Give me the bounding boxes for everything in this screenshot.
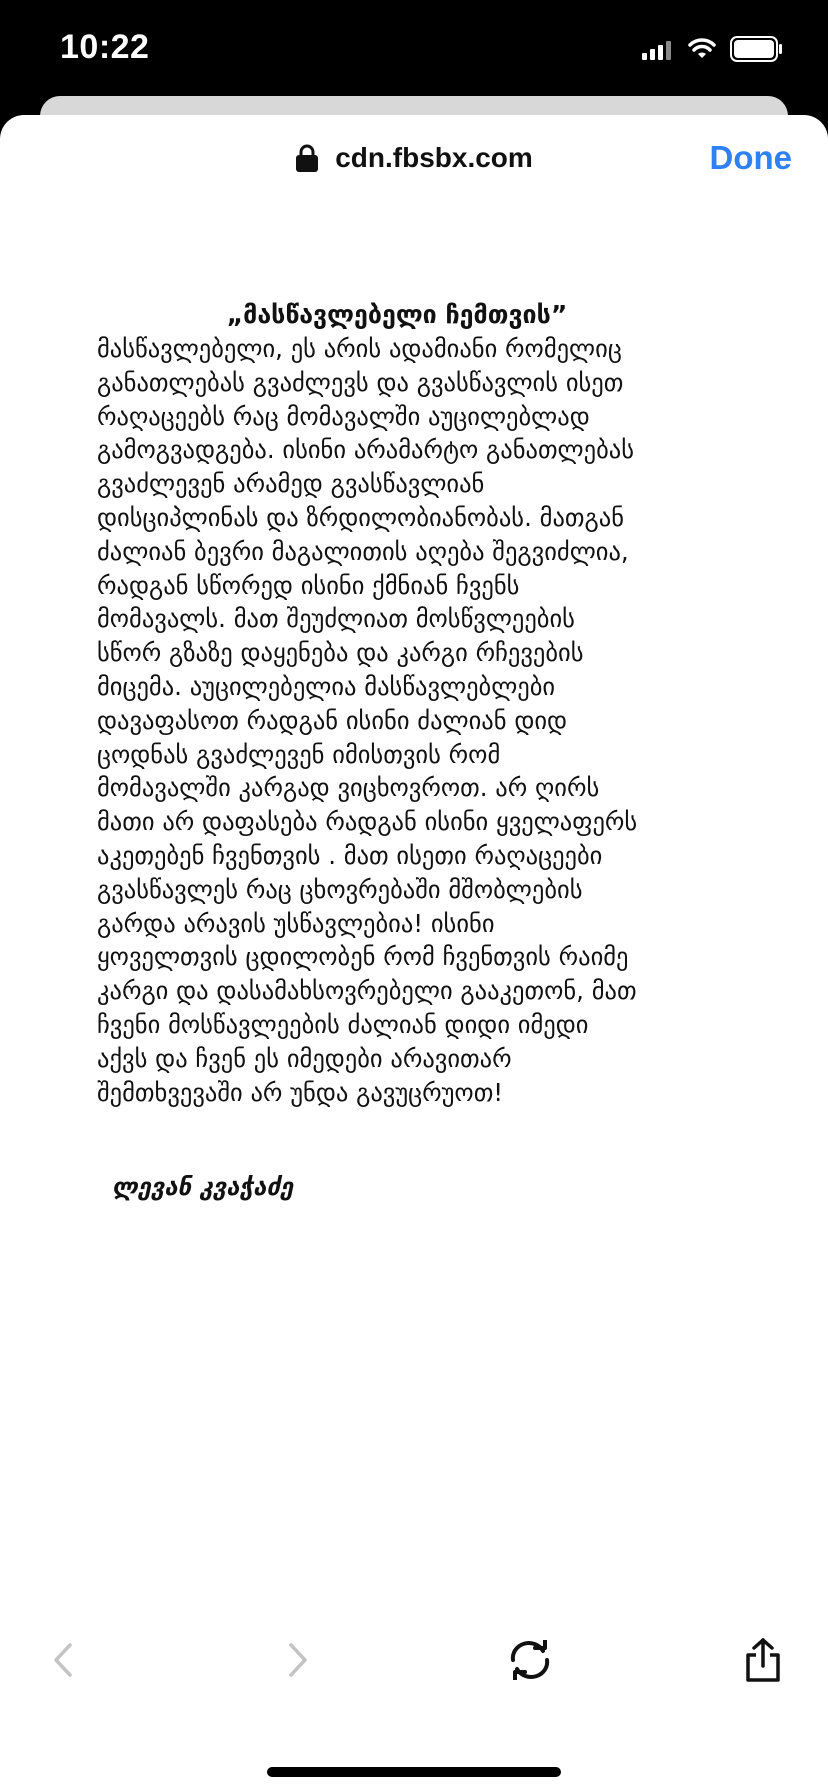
body-line: მასწავლებელი, ეს არის ადამიანი რომელიც: [97, 334, 622, 363]
back-icon: [52, 1642, 74, 1678]
signal-icon: [642, 40, 672, 60]
body-line: განათლებას გვაძლევს და გვასწავლის ისეთ: [97, 367, 624, 397]
refresh-icon: [507, 1640, 553, 1680]
body-line: მათი არ დაფასება რადგან ისინი ყველაფერს: [97, 807, 638, 837]
forward-icon: [287, 1642, 309, 1678]
body-line: ყოველთვის ცდილობენ რომ ჩვენთვის რაიმე: [97, 942, 629, 972]
body-line: რადგან სწორედ ისინი ქმნიან ჩვენს: [97, 570, 520, 600]
document-body: [97, 332, 737, 1109]
body-line: რაღაცეებს რაც მომავალში აუცილებლად: [97, 401, 590, 431]
body-line: მომავალს. მათ შეუძლიათ მოსწვლეების: [97, 604, 575, 634]
body-line: შემთხვევაში არ უნდა გავუცრუოთ!: [97, 1077, 504, 1107]
body-line: დავაფასოთ რადგან ისინი ძალიან დიდ: [97, 705, 568, 735]
body-line: გვასწავლეს რაც ცხოვრებაში მშობლების: [97, 874, 583, 904]
back-button[interactable]: [28, 1625, 98, 1695]
status-time: 10:22: [60, 28, 150, 66]
url-bar: [0, 115, 828, 205]
document-content: [97, 298, 737, 1109]
body-line: მომავალში კარგად ვიცხოვროთ. არ ღირს: [97, 773, 600, 803]
refresh-button[interactable]: [495, 1625, 565, 1695]
lock-icon: [295, 143, 319, 173]
body-line: სწორ გზაზე დაყენება და კარგი რჩევების: [97, 638, 584, 668]
url-text: cdn.fbsbx.com: [335, 142, 533, 173]
body-line: დისციპლინას და ზრდილობიანობას. მათგან: [97, 502, 625, 532]
body-line: აკეთებენ ჩვენთვის . მათ ისეთი რაღაცეები: [97, 840, 603, 870]
body-line: გარდა არავის უსწავლებია! ისინი: [97, 908, 495, 938]
browser-sheet: [0, 115, 828, 1792]
body-line: ცოდნას გვაძლევენ იმისთვის რომ: [97, 739, 501, 769]
document-title: „მასწავლებელი ჩემთვის”: [226, 300, 568, 329]
battery-icon: [730, 36, 784, 62]
body-line: მიცემა. აუცილებელია მასწავლებლები: [97, 671, 556, 701]
forward-button[interactable]: [263, 1625, 333, 1695]
body-line: ჩვენი მოსწავლეების ძალიან დიდი იმედი: [97, 1009, 589, 1039]
body-line: კარგი და დასამახსოვრებელი გააკეთონ, მათ: [97, 976, 637, 1006]
home-indicator[interactable]: [267, 1767, 561, 1777]
share-button[interactable]: [728, 1625, 798, 1695]
status-bar: [0, 0, 828, 100]
body-line: გვაძლევენ არამედ გვასწავლიან: [97, 469, 485, 499]
browser-toolbar: [0, 1625, 828, 1715]
body-line: გამოგვადგება. ისინი არამარტო განათლებას: [97, 435, 635, 465]
body-line: ძალიან ბევრი მაგალითის აღება შეგვიძლია,: [97, 536, 629, 566]
wifi-icon: [688, 38, 716, 60]
document-signature: ლევან კვაჭაძე: [112, 1173, 294, 1201]
share-icon: [745, 1638, 781, 1682]
status-icons: [618, 34, 798, 64]
body-line: აქვს და ჩვენ ეს იმედები არავითარ: [97, 1043, 512, 1073]
done-button[interactable]: Done: [709, 139, 792, 176]
